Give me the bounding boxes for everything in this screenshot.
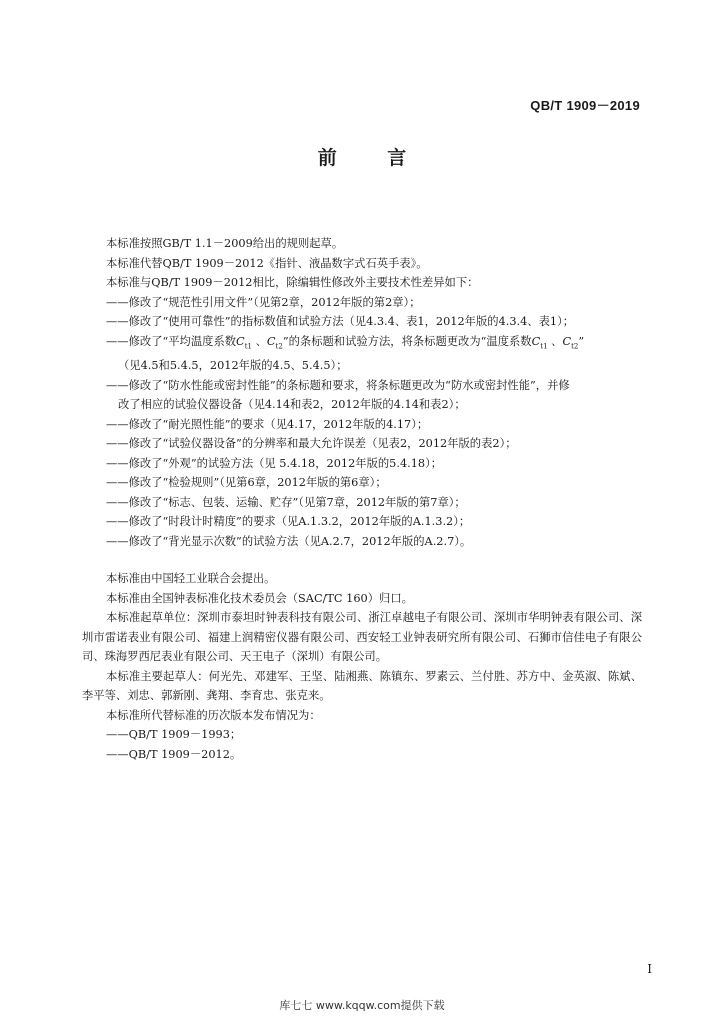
change-item-11: ——修改了“背光显示次数”的试验方法（见A.2.7，2012年版的A.2.7）。 — [106, 534, 472, 548]
intro-line-1: 本标准按照GB/T 1.1－2009给出的规则起草。 — [106, 237, 344, 250]
change-item-4-cont: 改了相应的试验仪器设备（见4.14和表2，2012年版的4.14和表2）； — [118, 398, 466, 412]
intro-line-2: 本标准代替QB/T 1909－2012《指针、液晶数字式石英手表》。 — [106, 256, 428, 270]
change-item-3-cont: （见4.5和5.4.5，2012年版的4.5、5.4.5）； — [118, 359, 348, 373]
drafting-units: 本标准起草单位：深圳市泰坦时钟表科技有限公司、浙江卓越电子有限公司、深圳市华明钟表有限公司、深圳市雷诺表业有限公司、福建上润精密仪器有限公司、西安轻工业钟表研究所有限公司、石狮市信佳电子有限公司、珠海罗西尼表业有限公司、天王电子（深圳）有限公司。 — [82, 611, 642, 664]
change-item-3: ——修改了“平均温度系数$C_{t1}$ 、$C_{t2}$”的条标题和试验方法，将条标题更改为“温度系数$C_{t1}$ 、$C_{t2}$” — [106, 334, 585, 350]
change-item-6: ——修改了“试验仪器设备”的分辨率和最大允许误差（见表2，2012年版的表2）； — [106, 437, 517, 451]
page-number: I — [647, 962, 652, 976]
history-intro: 本标准所代替标准的历次版本发布情况为： — [106, 708, 321, 722]
intro-line-3: 本标准与QB/T 1909－2012相比，除编辑性修改外主要技术性差异如下： — [106, 276, 479, 289]
download-footer: 库七七 www.kqqw.com提供下载 — [279, 999, 445, 1012]
change-item-4: ——修改了“防水性能或密封性能”的条标题和要求，将条标题更改为“防水或密封性能”，并修 — [106, 378, 570, 392]
change-item-10: ——修改了“时段计时精度”的要求（见A.1.3.2，2012年版的A.1.3.2）； — [106, 515, 471, 529]
proposed-by: 本标准由中国轻工业联合会提出。 — [106, 572, 276, 586]
history-item-2: ——QB/T 1909－2012。 — [106, 747, 242, 761]
drafters: 本标准主要起草人：何光先、邓建军、王坚、陆湘燕、陈镇东、罗素云、兰付胜、苏方中、金英淑、陈斌、李平等、刘忠、郭新刚、龚翔、李育忠、张克来。 — [82, 669, 642, 703]
page-title: 前 言 — [317, 147, 429, 169]
history-item-1: ——QB/T 1909－1993； — [106, 728, 242, 742]
change-item-7: ——修改了“外观”的试验方法（见 5.4.18，2012年版的5.4.18）； — [106, 456, 443, 470]
standard-code: QB/T 1909－2019 — [530, 98, 640, 113]
change-item-5: ——修改了“耐光照性能”的要求（见4.17，2012年版的4.17）； — [106, 417, 429, 431]
managed-by: 本标准由全国钟表标准化技术委员会（SAC/TC 160）归口。 — [106, 591, 413, 605]
change-item-9: ——修改了“标志、包装、运输、贮存”（见第7章，2012年版的第7章）； — [106, 495, 466, 509]
change-item-8: ——修改了“检验规则”（见第6章，2012年版的第6章）； — [106, 476, 387, 490]
change-item-1: ——修改了“规范性引用文件”（见第2章，2012年版的第2章）； — [106, 295, 421, 309]
document-body — [82, 234, 642, 764]
change-item-2: ——修改了“使用可靠性”的指标数值和试验方法（见4.3.4、表1，2012年版的4.3.4、表1）； — [106, 315, 575, 328]
